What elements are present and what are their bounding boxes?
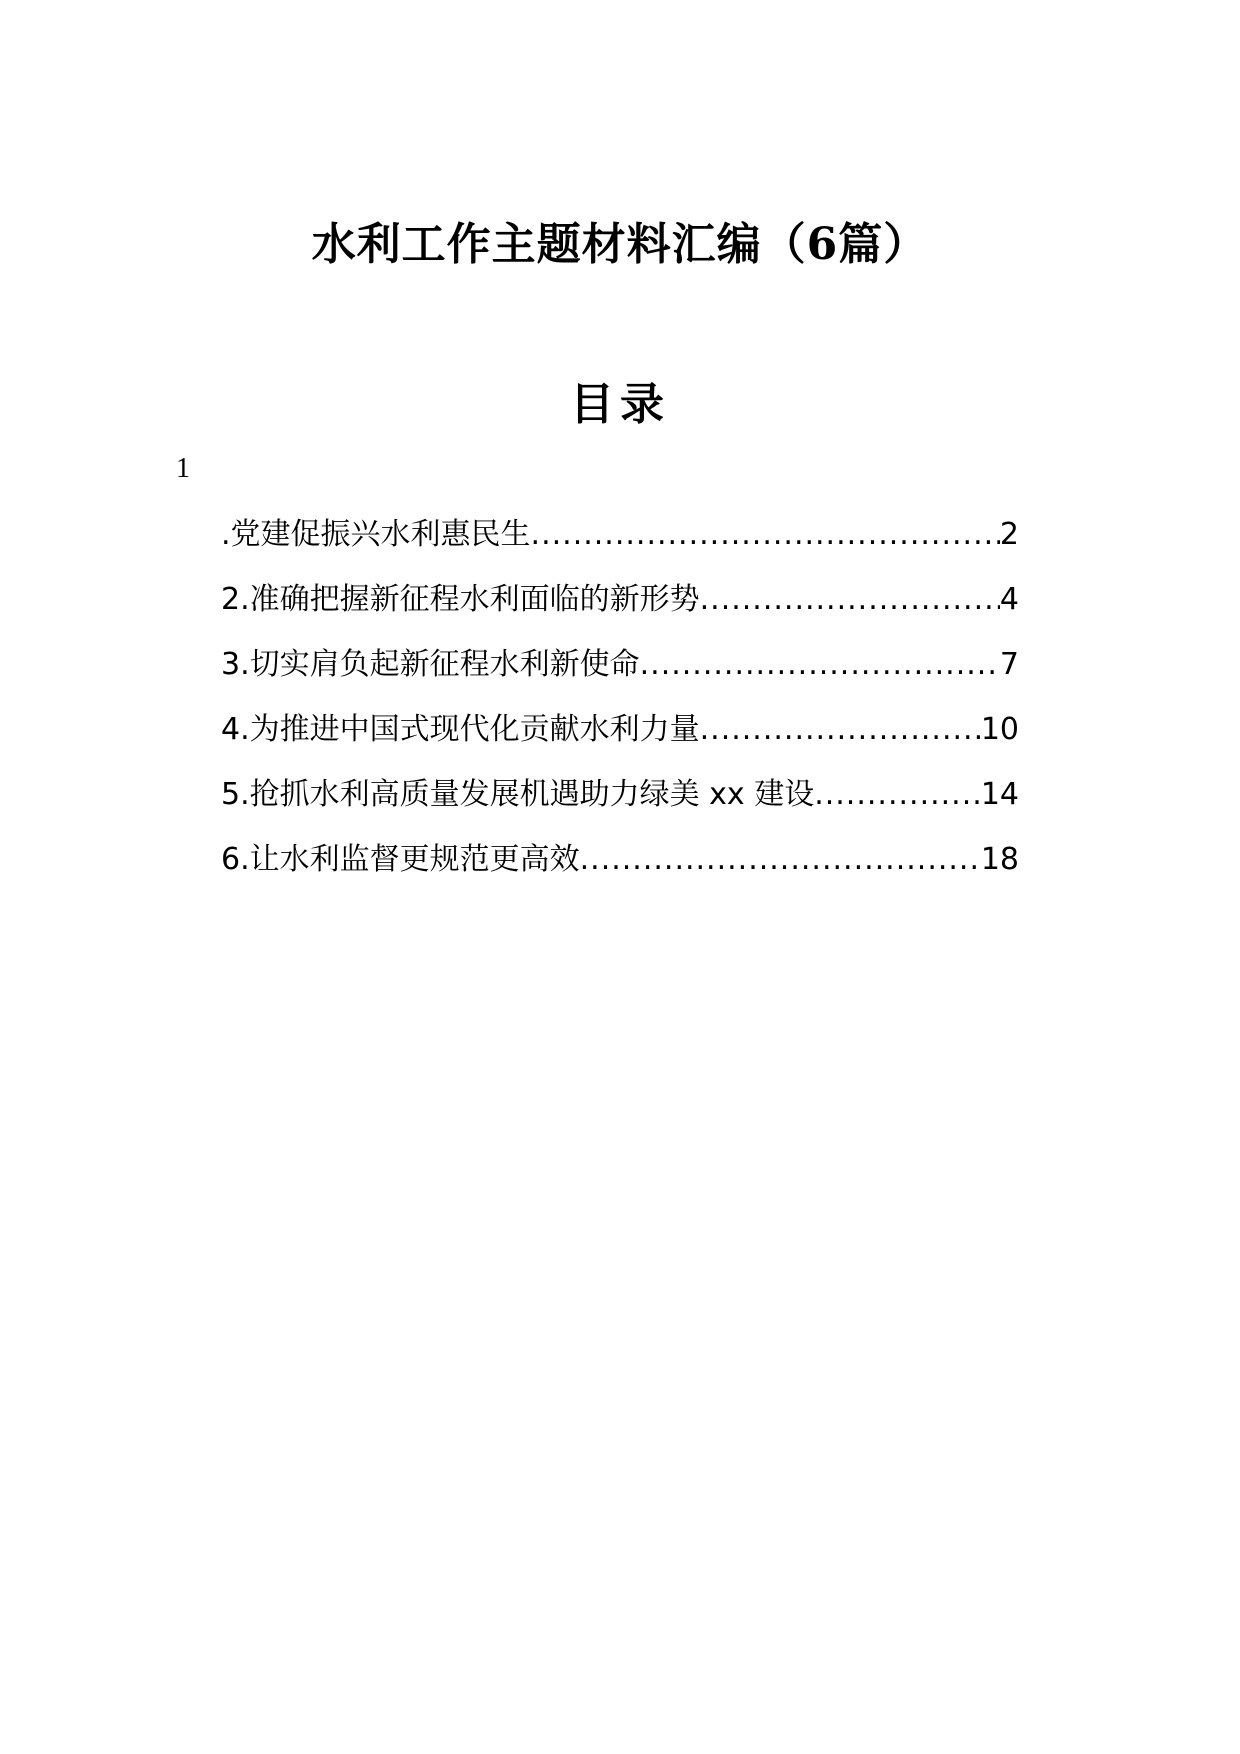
stray-number: 1 — [176, 453, 190, 484]
toc-entry-title: 4.为推进中国式现代化贡献水利力量 — [221, 712, 700, 747]
toc-entry-title: 3.切实肩负起新征程水利新使命 — [221, 647, 640, 682]
toc-entry-title: .党建促振兴水利惠民生 — [221, 517, 531, 552]
toc-entry-3[interactable] — [221, 640, 1019, 705]
toc-page-number: 10 — [980, 712, 1019, 747]
document-title: 水利工作主题材料汇编（6篇） — [311, 219, 929, 270]
toc-page-number: 7 — [999, 647, 1019, 682]
toc-heading: 目录 — [570, 379, 670, 430]
toc-page-number: 14 — [980, 777, 1019, 812]
toc-dot-leader — [531, 510, 1000, 560]
toc-dot-leader — [580, 835, 981, 885]
toc-dot-leader — [700, 705, 981, 755]
toc-entry-2[interactable] — [221, 575, 1019, 640]
toc-page-number: 18 — [980, 842, 1019, 877]
toc-dot-leader — [814, 770, 981, 820]
toc-page-number: 4 — [999, 582, 1019, 617]
toc-page-number: 2 — [999, 517, 1019, 552]
toc-dot-leader — [700, 575, 1000, 625]
toc-entry-title: 6.让水利监督更规范更高效 — [221, 842, 580, 877]
toc-entry-1[interactable] — [221, 510, 1019, 575]
toc-entry-title: 5.抢抓水利高质量发展机遇助力绿美 xx 建设 — [221, 777, 815, 812]
toc-entry-5[interactable] — [221, 770, 1019, 835]
toc-dot-leader — [640, 640, 1000, 690]
table-of-contents — [221, 510, 1019, 900]
toc-entry-4[interactable] — [221, 705, 1019, 770]
toc-entry-title: 2.准确把握新征程水利面临的新形势 — [221, 582, 700, 617]
toc-entry-6[interactable] — [221, 835, 1019, 900]
